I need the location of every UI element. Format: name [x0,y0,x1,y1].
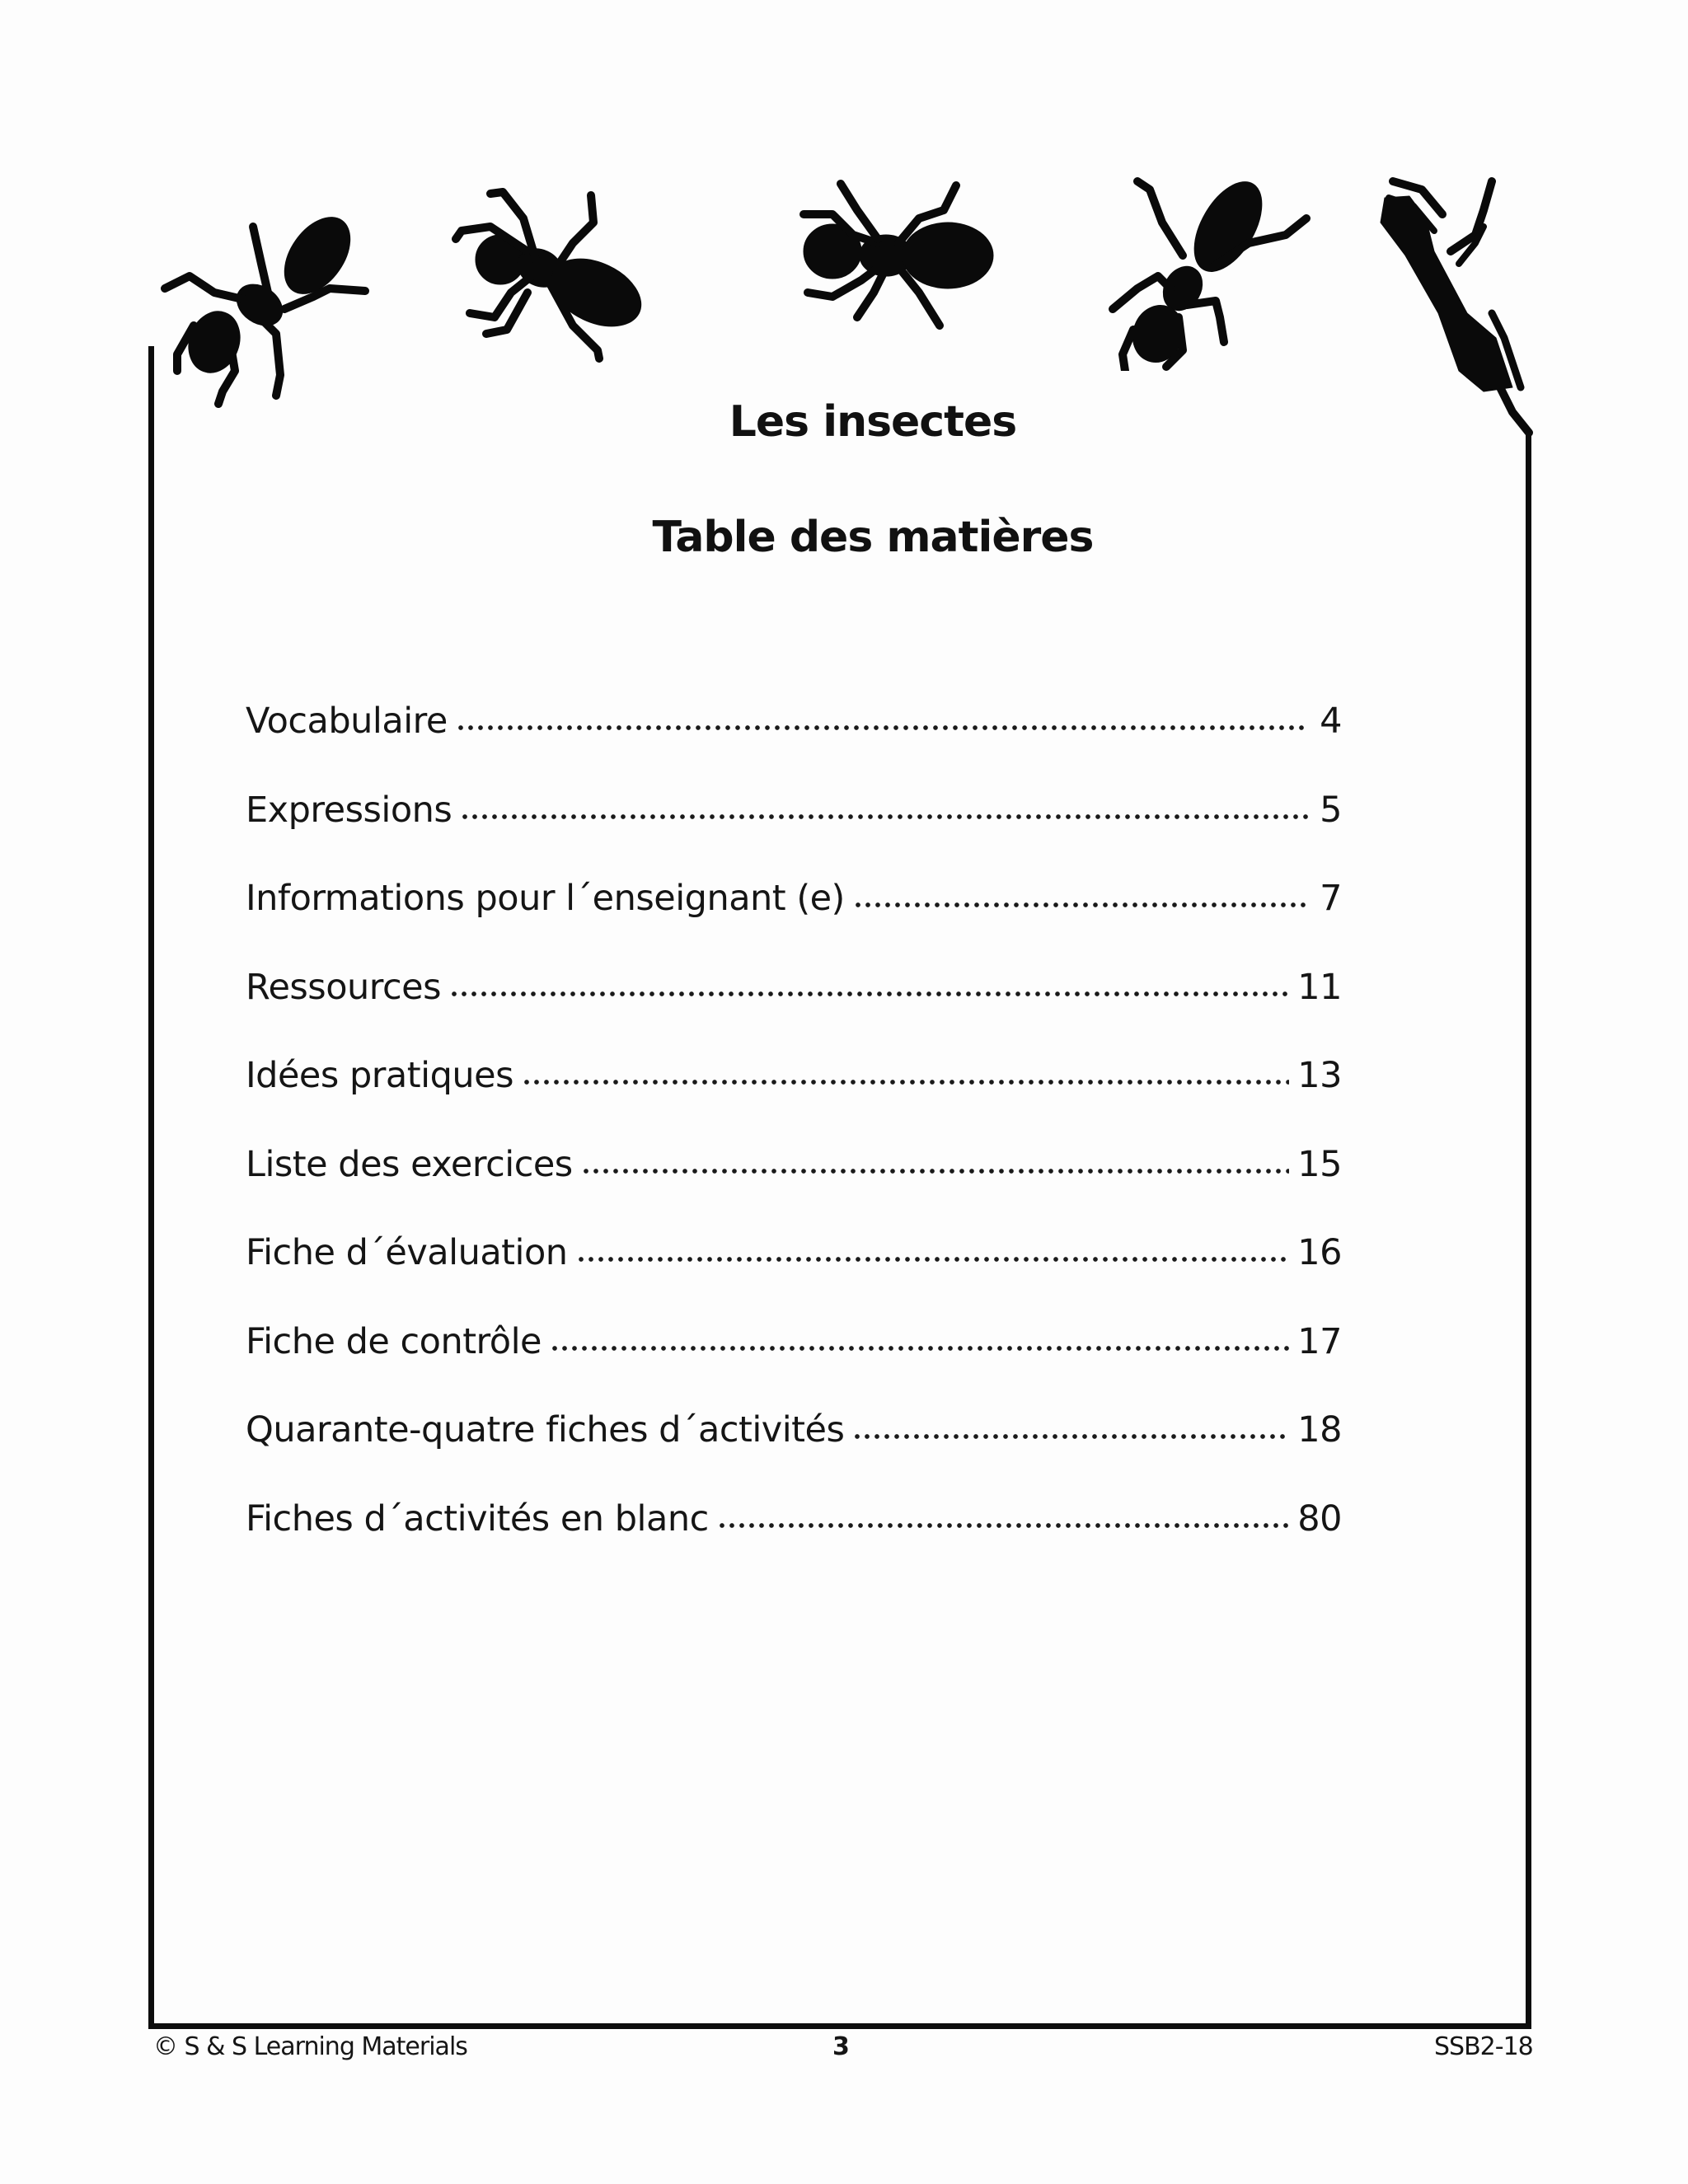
page-border-right [1526,433,1531,2029]
toc-entry-label: Fiche d´évaluation [246,1232,568,1273]
ant-icon [1104,173,1319,371]
ant-icon [152,194,375,408]
toc-entry [246,1055,1342,1144]
toc-entry-label: Vocabulaire [246,701,448,742]
toc-entry [246,1409,1342,1498]
product-code: SSB2-18 [1434,2032,1533,2061]
dot-leader [581,1168,1290,1174]
toc-entry [246,967,1342,1056]
toc-entry [246,701,1342,790]
toc-entry-page: 5 [1320,789,1342,831]
section-title: Table des matières [652,513,1094,562]
toc-entry-label: Ressources [246,966,442,1008]
toc-entry-page: 16 [1297,1232,1342,1273]
book-title: Les insectes [729,397,1017,447]
toc-entry-label: Expressions [246,789,452,831]
toc-entry-page: 13 [1297,1055,1342,1096]
toc-entry-page: 4 [1320,701,1342,742]
dot-leader [449,991,1289,997]
page-border-bottom [148,2023,1531,2029]
toc-entry-page: 11 [1297,966,1342,1008]
toc-entry-label: Fiches d´activités en blanc [246,1497,709,1540]
toc-entry-label: Quarante-quatre fiches d´activités [246,1409,845,1451]
toc-entry-label: Fiche de contrôle [246,1320,542,1362]
dot-leader [852,1433,1289,1440]
page-number: 3 [832,2032,849,2061]
toc-entry-label: Idées pratiques [246,1055,513,1096]
dot-leader [576,1256,1290,1263]
toc-entry-page: 18 [1297,1409,1342,1451]
toc-entry-label: Informations pour l´enseignant (e) [246,878,845,919]
dot-leader [522,1079,1289,1085]
table-of-contents [246,701,1342,1586]
dot-leader [460,813,1309,820]
toc-entry-label: Liste des exercices [246,1143,573,1185]
page-border-left [148,346,154,2029]
toc-entry [246,878,1342,967]
ant-icon [795,177,1001,342]
dot-leader [550,1345,1289,1352]
toc-entry [246,1144,1342,1233]
toc-entry-page: 15 [1297,1143,1342,1185]
dot-leader [717,1522,1290,1529]
toc-entry [246,1232,1342,1321]
toc-entry-page: 17 [1297,1320,1342,1362]
toc-entry-page: 80 [1297,1497,1342,1540]
copyright-notice: © S & S Learning Materials [153,2032,467,2061]
toc-entry [246,790,1342,879]
toc-entry [246,1498,1342,1587]
dot-leader [853,902,1309,908]
toc-entry [246,1321,1342,1410]
ant-icon [449,185,663,367]
toc-entry-page: 7 [1320,878,1342,919]
dot-leader [456,724,1309,731]
